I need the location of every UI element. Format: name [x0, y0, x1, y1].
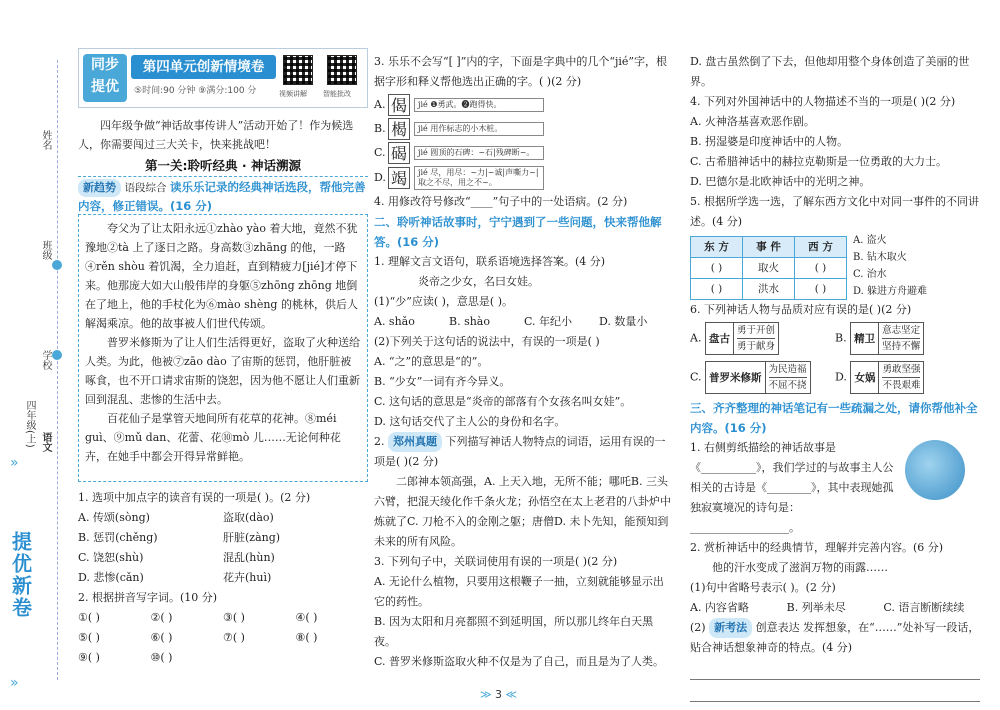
dict-char: 竭 — [388, 167, 410, 189]
qr-caption: 智能批改 — [323, 90, 351, 98]
table-cell: 洪水 — [743, 279, 795, 300]
option-a[interactable]: A. 火神洛基喜欢恶作剧。 — [690, 115, 815, 128]
school-label: 学校 — [40, 350, 51, 370]
dict-char: 碣 — [388, 142, 410, 164]
column-two — [374, 52, 674, 672]
q3-2-quote: 他的汗水变成了滋润万物的雨露…… — [712, 561, 888, 574]
q2-1-sub1: (1)“少”应读( )，意思是( )。 — [374, 295, 513, 308]
option-c[interactable]: C. 普罗米修斯盗取火种不仅是为了自己，而且是为了人类。 — [374, 655, 665, 668]
table-header: 西 方 — [795, 237, 847, 258]
q2-6-stem: 6. 下列神话人物与品质对应有误的是( )(2 分) — [690, 303, 912, 316]
region-badge: 郑州真题 — [388, 432, 442, 452]
choice-item[interactable]: D. 躲进方舟避难 — [853, 286, 928, 297]
q3-1-text: 1. 右侧剪纸描绘的神话故事是《__________》，我们学过的与故事主人公相关的古诗是《________》，其中表现她孤独寂寞境况的诗句是：__________________。 — [690, 441, 894, 534]
option-a[interactable]: A. 内容省略 — [690, 601, 749, 614]
q2-2-stem: 2. 郑州真题 下列描写神话人物特点的词语，运用有误的一项是( )(2 分) — [374, 432, 674, 472]
section-one-heading — [78, 178, 368, 216]
dict-char: 偈 — [388, 94, 410, 116]
option-d[interactable]: D. 这句话交代了主人公的身份和名字。 — [374, 415, 566, 428]
answer-blank[interactable]: ④( ) — [295, 611, 318, 624]
pair-option[interactable]: B. 精卫 意志坚定 坚持不懈 — [835, 320, 980, 357]
dictionary-entry[interactable]: C. 碣 jié 圆顶的石碑：~石|残碑断~。 — [374, 142, 674, 164]
answer-line[interactable] — [690, 658, 980, 680]
option-b[interactable]: B. “少女”一词有齐今异义。 — [374, 375, 511, 388]
table-header: 事 件 — [743, 237, 795, 258]
answer-blank[interactable]: ⑦( ) — [223, 631, 245, 644]
dict-def: jié 用作标志的小木桩。 — [414, 122, 544, 136]
subject-label: 语文 — [40, 432, 51, 452]
chevron-icon: » — [10, 455, 19, 471]
option-c[interactable]: C. 饶恕(shù) — [78, 551, 144, 564]
answer-blank[interactable]: ⑨( ) — [78, 651, 100, 664]
exam-header — [78, 48, 368, 108]
table-cell[interactable]: ( ) — [691, 279, 743, 300]
dict-def: jié 尽，用尽：~力|~诚|声嘶力~|取之不尽，用之不~。 — [414, 166, 544, 190]
choice-item[interactable]: B. 钻木取火 — [853, 252, 907, 263]
option-a[interactable]: A. 无论什么植物，只要用这根鞭子一抽，立刻就能够显示出它的药性。 — [374, 575, 664, 608]
exam-title: 第四单元创新情境卷 — [131, 55, 276, 79]
qr-code-icon[interactable] — [327, 55, 357, 85]
option-c-2: 混乱(hùn) — [223, 551, 275, 564]
answer-blank[interactable]: ⑩( ) — [150, 651, 173, 664]
qr-code-icon[interactable] — [283, 55, 313, 85]
section-one-text: 读乐乐记录的经典神话选段，帮他完善内容，修正错误。(16 分) — [78, 180, 366, 213]
option-a[interactable]: A. “之”的意思是“的”。 — [374, 355, 489, 368]
dict-def: jié ❶勇武。❷跑得快。 — [414, 98, 544, 112]
section-three-heading: 三、齐齐整理的神话笔记有一些疏漏之处，请你帮他补全内容。(16 分) — [690, 401, 978, 435]
pair-option[interactable]: D. 女娲 勇敢坚强 不畏艰难 — [835, 359, 980, 396]
question-1-options — [78, 508, 368, 588]
classical-quote: 炎帝之少女，名曰女娃。 — [418, 275, 539, 288]
q2-1-sub1-options — [374, 312, 674, 332]
name-label: 姓名 — [40, 130, 51, 150]
table-cell[interactable]: ( ) — [795, 279, 847, 300]
answer-blank[interactable]: ⑧( ) — [295, 631, 318, 644]
answer-blank[interactable]: ②( ) — [150, 611, 173, 624]
option-b[interactable]: B. 惩罚(chěng) — [78, 531, 158, 544]
choice-list — [853, 232, 927, 300]
passage-box — [78, 214, 368, 482]
table-cell[interactable]: ( ) — [795, 258, 847, 279]
option-b[interactable]: B. shào — [449, 315, 490, 328]
option-d[interactable]: D. 数量小 — [599, 315, 648, 328]
trait-pairs — [690, 320, 980, 396]
chevron-icon: » — [10, 675, 19, 691]
compare-table — [690, 236, 847, 300]
q2-4-stem: 4. 下列对外国神话中的人物描述不当的一项是( )(2 分) — [690, 95, 956, 108]
q2-1-sub2: (2)下列关于这句话的说法中，有误的一项是( ) — [374, 335, 600, 348]
q3-2-sub2: (2) 新考法 创意表达 发挥想象，在“……”处补写一段话，贴合神话想象神奇的特点。(4 分) — [690, 618, 980, 658]
passage-paragraph: 百花仙子是掌管天地间所有花草的花神。⑧méi guì、⑨mǔ dan、花蕾、花⑩mò 儿……无论何种花卉，在她手中都会开得异常鲜艳。 — [85, 412, 341, 463]
exam-meta: ⑤时间:90 分钟 ⑨满分:100 分 — [134, 86, 257, 96]
option-b[interactable]: B. 列举未尽 — [786, 601, 846, 614]
question-4-stem: 4. 用修改符号修改“____”句子中的一处语病。(2 分) — [374, 195, 628, 208]
section-two-heading: 二、聆听神话故事时，宁宁遇到了一些问题，快来帮他解答。(16 分) — [374, 215, 662, 249]
class-label: 班级 — [40, 240, 51, 260]
option-b[interactable]: B. 拐湿婆是印度神话中的人物。 — [690, 135, 849, 148]
q3-2-sub1-options — [690, 598, 980, 618]
option-d-2: 花卉(huì) — [223, 571, 272, 584]
table-header: 东 方 — [691, 237, 743, 258]
answer-line[interactable] — [690, 680, 980, 702]
q2-2-text: 二郎神本领高强，A. 上天入地，无所不能；哪吒B. 三头六臂，把混天绫化作千条火龙；孙悟空在太上老君的八卦炉中炼就了C. 刀枪不入的金刚之躯；唐僧D. 未卜先知，能预知到未来的所有风险。 — [374, 475, 671, 548]
dict-def: jié 圆顶的石碑：~石|残碑断~。 — [414, 146, 544, 160]
option-a[interactable]: A. shǎo — [374, 315, 415, 328]
choice-item[interactable]: C. 治水 — [853, 269, 887, 280]
pinyin-blanks — [78, 608, 368, 668]
creative-tag: 创意表达 — [755, 621, 800, 634]
pair-option[interactable]: C. 普罗米修斯 为民造福 不屈不挠 — [690, 359, 835, 396]
dictionary-entry[interactable]: A. 偈 jié ❶勇武。❷跑得快。 — [374, 94, 674, 116]
cut-line — [57, 60, 58, 680]
question-1-stem: 1. 选项中加点字的读音有误的一项是( )。(2 分) — [78, 491, 311, 504]
answer-blank[interactable]: ⑤( ) — [78, 631, 100, 644]
q2-1-stem: 1. 理解文言文语句，联系语境选择答案。(4 分) — [374, 255, 606, 268]
option-d[interactable]: D. 盘古虽然倒了下去，但他却用整个身体创造了美丽的世界。 — [690, 55, 970, 88]
culture-compare — [690, 232, 980, 300]
option-a[interactable]: A. 传颂(sòng) — [78, 511, 150, 524]
passage-paragraph: 普罗米修斯为了让人们生活得更好，盗取了火种送给人类。为此，他被⑦zāo dào 了宙斯的惩罚，他肝脏被啄食，也不开口请求宙斯的饶恕，因为他不愿让人们重新回到混乱、悲惨的生活中去。 — [85, 336, 360, 406]
q3-2-stem: 2. 赏析神话中的经典情节，理解并完善内容。(6 分) — [690, 541, 944, 554]
paper-cut-illustration-icon — [905, 440, 965, 500]
option-c[interactable]: C. 这句话的意思是“炎帝的部落有个女孩名叫女娃”。 — [374, 395, 632, 408]
column-three — [690, 52, 980, 702]
q2-3-stem: 3. 下列句子中，关联词使用有误的一项是( )(2 分) — [374, 555, 618, 568]
passage-paragraph: 夸父为了让太阳永远①zhào yào 着大地，竟然不犹豫地②tà 上了逐日之路。身高数③zhāng 的他，一路④rěn shòu 着饥渴，全力追赶，直到精疲力[jié]才停下来。他那庞大如大山般伟岸的身躯⑤zhōng zhōng 地倒在了地上，他的手杖化为⑥mào shèng 的桃林，供后人解渴乘凉。他的故事被人们世代传颂。 — [85, 222, 358, 330]
option-c[interactable]: C. 古希腊神话中的赫拉克勒斯是一位勇敢的大力士。 — [690, 155, 948, 168]
option-c[interactable]: C. 语言断断续续 — [883, 601, 965, 614]
column-one-questions — [78, 488, 368, 668]
table-cell[interactable]: ( ) — [691, 258, 743, 279]
option-a-2: 盗取(dào) — [223, 511, 274, 524]
grade-label: 四年级(上) — [24, 400, 35, 448]
dictionary-entry[interactable]: B. 楬 jié 用作标志的小木桩。 — [374, 118, 674, 140]
binding-strip — [0, 0, 62, 710]
question-3-stem: 3. 乐乐不会写“[ ]”内的字，下面是字典中的几个“jié”字，根据字形和释义帮他选出正确的字。( )(2 分) — [374, 55, 668, 88]
new-method-badge: 新考法 — [709, 618, 752, 638]
trend-badge: 新趋势 — [78, 179, 121, 197]
answer-blank[interactable]: ①( ) — [78, 611, 100, 624]
dictionary-entry[interactable]: D. 竭 jié 尽，用尽：~力|~诚|声嘶力~|取之不尽，用之不~。 — [374, 166, 674, 190]
dict-char: 楬 — [388, 118, 410, 140]
pair-option[interactable]: A. 盘古 勇于开创 勇于献身 — [690, 320, 835, 357]
answer-blank[interactable]: ③( ) — [223, 611, 245, 624]
binding-hole — [52, 350, 62, 360]
q2-5-stem: 5. 根据所学选一选，了解东西方文化中对同一事件的不同讲述。(4 分) — [690, 195, 979, 228]
choice-item[interactable]: A. 盗火 — [853, 235, 887, 246]
sync-tag: 同步 提优 — [83, 54, 127, 102]
qr-caption: 视频讲解 — [279, 90, 307, 98]
q3-2-sub1: (1)句中省略号表示( )。(2 分) — [690, 581, 836, 594]
option-d[interactable]: D. 巴德尔是北欧神话中的光明之神。 — [690, 175, 871, 188]
level-title: 第一关:聆听经典 · 神话溯源 — [78, 156, 368, 177]
option-d[interactable]: D. 悲惨(cǎn) — [78, 571, 144, 584]
question-2-stem: 2. 根据拼音写字词。(10 分) — [78, 591, 218, 604]
section-tag: 语段综合 — [124, 182, 167, 194]
page-number: ≫ 3 ≪ — [480, 688, 518, 701]
option-c[interactable]: C. 年纪小 — [524, 315, 573, 328]
intro-text: 四年级争做“神话故事传讲人”活动开始了！作为候选人，你需要闯过三大关卡，快来挑战吧！ — [78, 119, 354, 151]
option-b[interactable]: B. 因为太阳和月亮都照不到延明国，所以那儿终年白天黑夜。 — [374, 615, 654, 648]
binding-hole — [52, 260, 62, 270]
table-cell: 取火 — [743, 258, 795, 279]
answer-blank[interactable]: ⑥( ) — [150, 631, 173, 644]
option-b-2: 肝脏(zàng) — [223, 531, 281, 544]
brand-logo: 提优新卷 — [8, 531, 33, 619]
